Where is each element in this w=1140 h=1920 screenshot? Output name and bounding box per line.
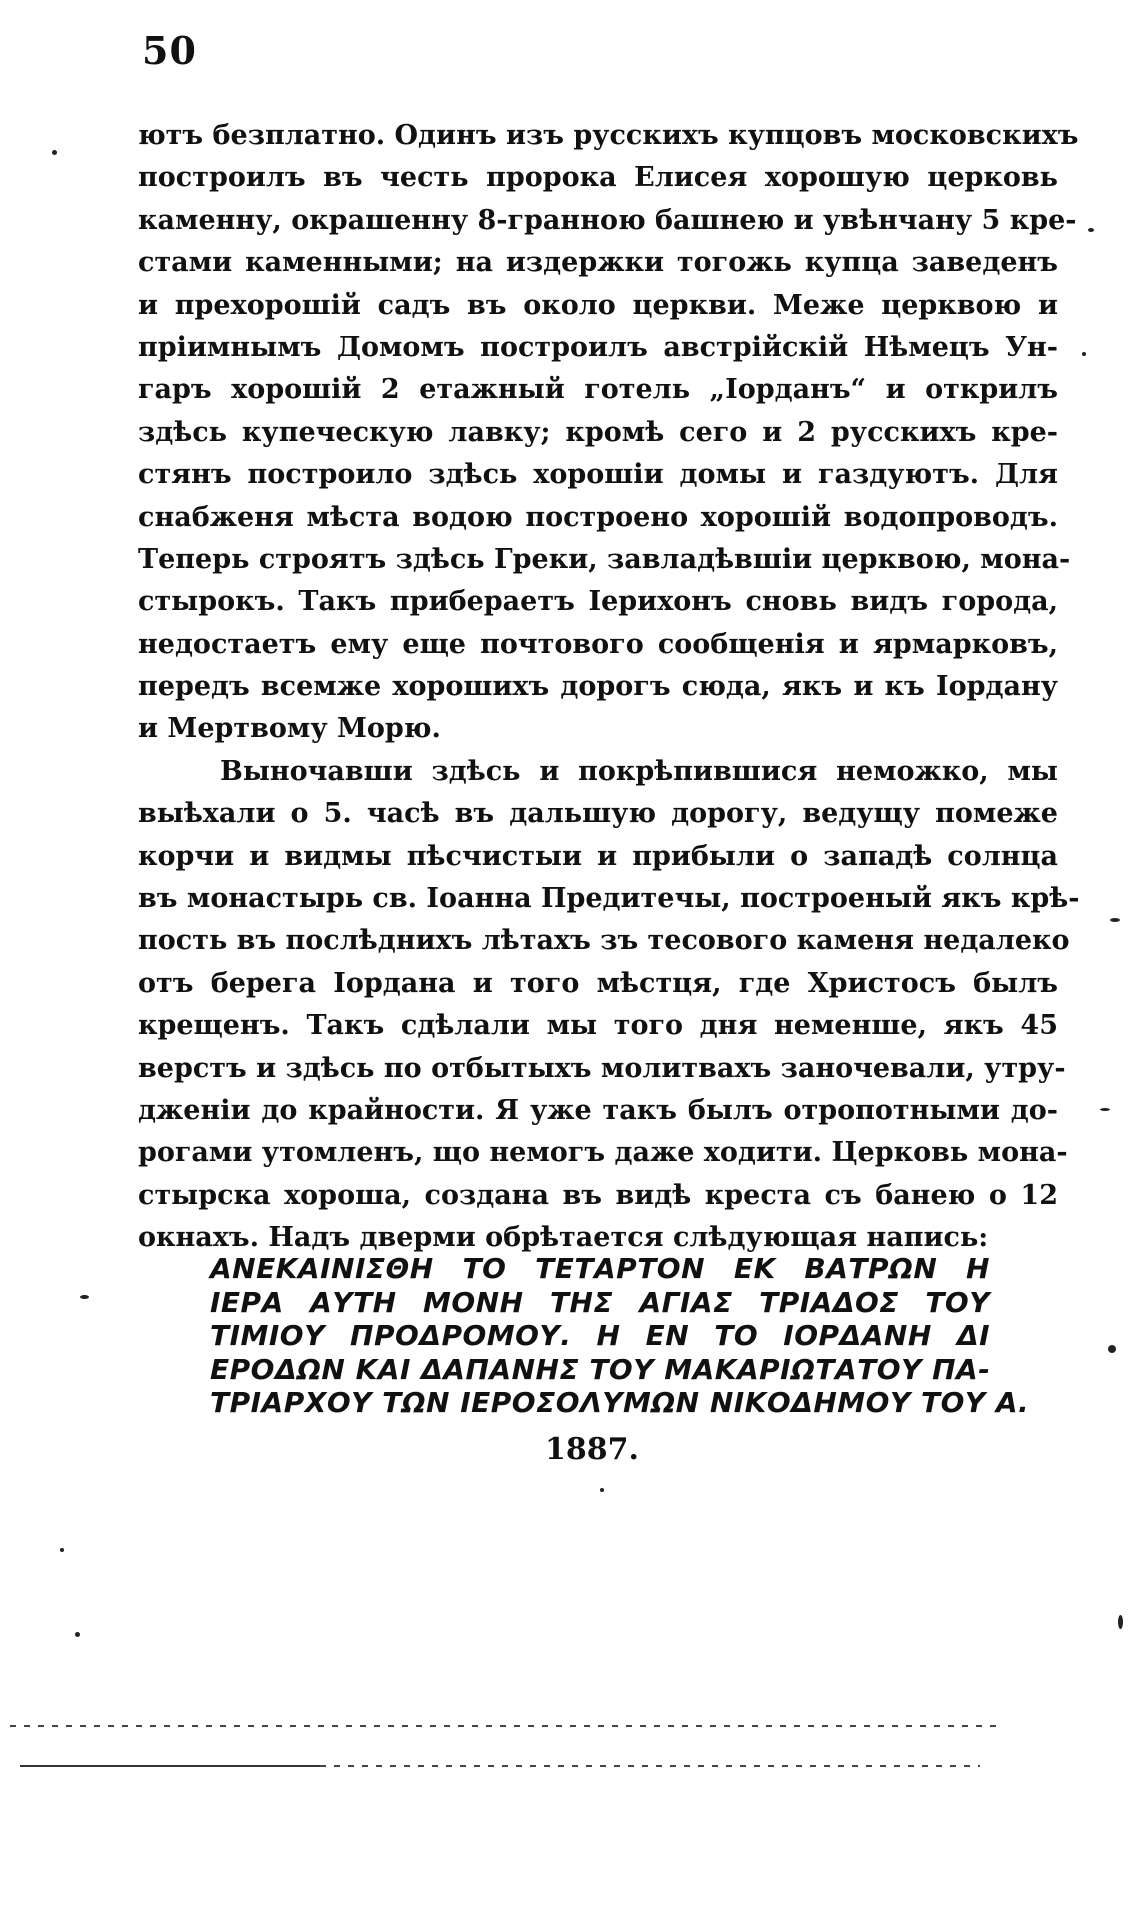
text-line: окнахъ. Надъ дверми обрѣтается слѣдующая напись: bbox=[138, 1222, 989, 1254]
inscription-line: ΕΡΟΔΩΝ ΚΑΙ ΔΑΠΑΝΗΣ ΤΟΥ ΜΑΚΑΡΙΩΤΑΤΟΥ ΠΑ- bbox=[210, 1352, 991, 1386]
text-line: Теперь строятъ здѣсь Греки, завладѣвшіи церквою, мона- bbox=[138, 543, 1071, 575]
scan-artifact-line bbox=[10, 1725, 1000, 1727]
scan-speck bbox=[52, 150, 57, 155]
text-line: ютъ безплатно. Одинъ изъ русскихъ купцовъ московскихъ bbox=[138, 120, 1079, 151]
scan-speck bbox=[1108, 1345, 1116, 1353]
inscription-line: ΤΡΙΑΡΧΟΥ ΤΩΝ ΙΕΡΟΣΟΛΥΜΩΝ ΝΙΚΟΔΗΜΟΥ ΤΟΥ Α. bbox=[210, 1386, 1030, 1419]
scan-speck bbox=[80, 1295, 89, 1299]
text-line: дженiи до крайности. Я уже такъ былъ отропотными до- bbox=[138, 1094, 1058, 1126]
scan-speck bbox=[600, 1488, 604, 1492]
text-line: пость въ послѣднихъ лѣтахъ зъ тесового каменя недалеко bbox=[138, 925, 1070, 957]
text-line: стырокъ. Такъ прибераетъ Іерихонъ сновь видъ города, bbox=[138, 586, 1058, 618]
text-line: стянъ построило здѣсь хорошіи домы и газдуютъ. Для bbox=[138, 459, 1058, 491]
text-line: пріимнымъ Домомъ построилъ австрійскій Нѣмецъ Ун- bbox=[138, 331, 1058, 363]
inscription-line: ΑΝΕΚΑΙΝΙΣΘΗ ΤΟ ΤΕΤΑΡΤΟΝ ΕΚ ΒΑΤΡΩΝ Η bbox=[210, 1252, 990, 1285]
scan-speck bbox=[60, 1548, 64, 1552]
inscription-year: 1887. bbox=[545, 1432, 639, 1467]
inscription-line: ΙΕΡΑ ΑΥΤΗ ΜΟΝΗ ΤΗΣ ΑΓΙΑΣ ΤΡΙΑΔΟΣ ΤΟΥ bbox=[210, 1285, 990, 1319]
text-line: въ монастырь св. Іоанна Предитечы, построеный якъ крѣ- bbox=[138, 883, 1080, 915]
text-line: и Мертвому Морю. bbox=[138, 713, 441, 745]
text-line: крещенъ. Такъ сдѣлали мы того дня неменше, якъ 45 bbox=[138, 1010, 1058, 1042]
text-line: построилъ въ честь пророка Елисея хорошую церковь bbox=[138, 162, 1058, 194]
greek-inscription bbox=[210, 1252, 1030, 1420]
scan-speck bbox=[1088, 228, 1094, 232]
scan-speck bbox=[1118, 1615, 1123, 1629]
scan-speck bbox=[1110, 918, 1120, 922]
scan-artifact-line bbox=[320, 1765, 980, 1767]
scan-artifact-line bbox=[20, 1765, 320, 1767]
text-line: недостаетъ ему еще почтового сообщенія и ярмарковъ, bbox=[138, 628, 1058, 660]
text-line: корчи и видмы пѣсчистыи и прибыли о западѣ солнца bbox=[138, 840, 1058, 872]
text-line: отъ берега Іордана и того мѣстця, где Христосъ былъ bbox=[138, 967, 1058, 999]
scan-speck bbox=[75, 1632, 80, 1637]
paragraph-continuation bbox=[138, 115, 1079, 751]
text-line: гаръ хорошій 2 етажный готель „Іорданъ“ и открилъ bbox=[138, 374, 1058, 406]
text-line: верстъ и здѣсь по отбытыхъ молитвахъ заночевали, утру- bbox=[138, 1052, 1066, 1084]
body-text bbox=[138, 115, 1080, 1260]
text-line: здѣсь купеческую лавку; кромѣ сего и 2 русскихъ кре- bbox=[138, 416, 1058, 448]
text-line: каменну, окрашенну 8-гранною башнею и увѣнчану 5 кре- bbox=[138, 204, 1077, 236]
paragraph-monastery bbox=[138, 751, 1080, 1260]
text-line: рогами утомленъ, що немогъ даже ходити. Церковь мона- bbox=[138, 1137, 1068, 1169]
text-line: и прехорошій садъ въ около церкви. Меже церквою и bbox=[138, 289, 1058, 321]
text-line: стырска хороша, создана въ видѣ креста съ банею о 12 bbox=[138, 1179, 1058, 1211]
text-line: передъ всемже хорошихъ дорогъ сюда, якъ и къ Іордану bbox=[138, 671, 1058, 703]
text-line: стами каменными; на издержки тогожь купца заведенъ bbox=[138, 247, 1058, 279]
inscription-line: ΤΙΜΙΟΥ ΠΡΟΔΡΟΜΟΥ. Η ΕΝ ΤΟ ΙΟΡΔΑΝΗ ΔΙ bbox=[210, 1319, 990, 1352]
text-line: Выночавши здѣсь и покрѣпившися неможко, мы bbox=[220, 755, 1058, 787]
text-line: выѣхали о 5. часѣ въ дальшую дорогу, ведущу помеже bbox=[138, 798, 1058, 830]
page-number: 50 bbox=[142, 28, 197, 73]
scan-speck bbox=[1082, 352, 1086, 356]
text-line: снабженя мѣста водою построено хорошій водопроводъ. bbox=[138, 501, 1058, 533]
scan-speck bbox=[1100, 1108, 1110, 1111]
